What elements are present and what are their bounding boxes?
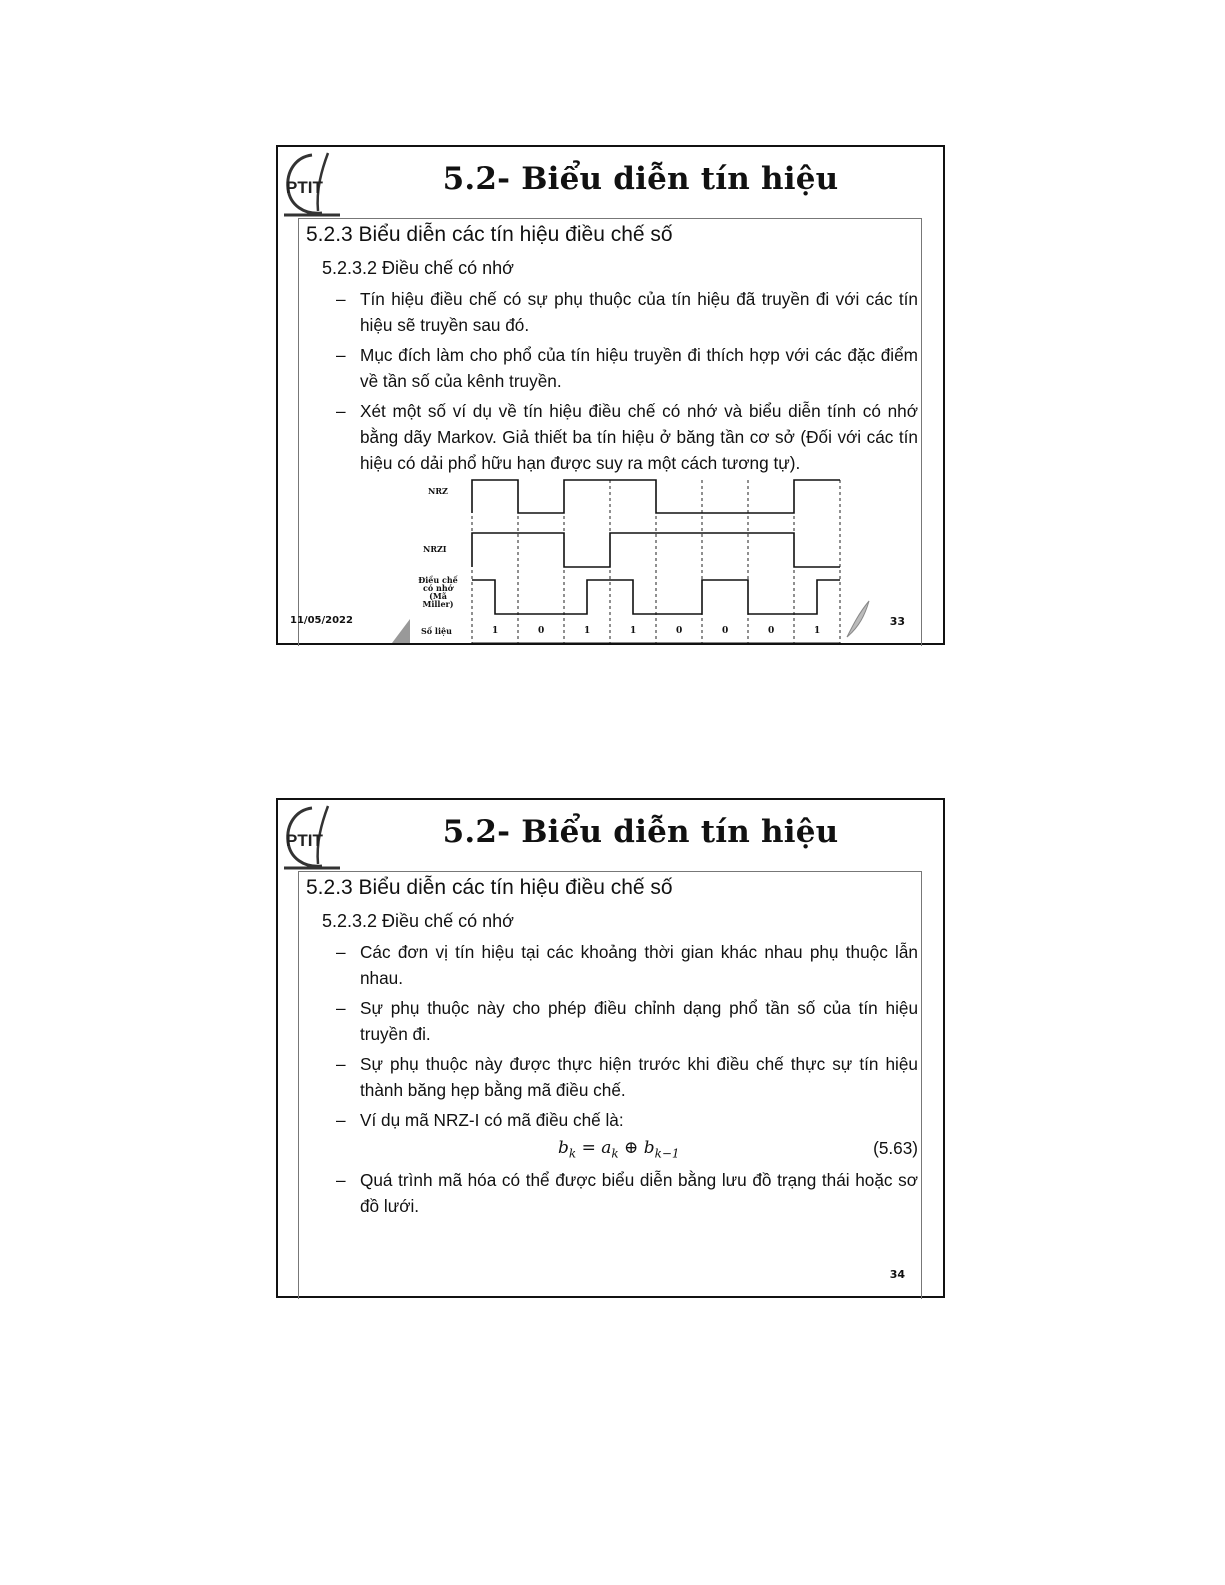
bit-label: 1 xyxy=(492,626,499,636)
section-heading: 5.2.3 Biểu diễn các tín hiệu điều chế số xyxy=(306,876,673,899)
slide-34 xyxy=(276,798,945,1298)
corner-decoration xyxy=(392,619,410,643)
subsection-heading: 5.2.3.2 Điều chế có nhớ xyxy=(322,911,514,931)
slide-title: 5.2- Biểu diễn tín hiệu xyxy=(442,161,839,197)
slide-33 xyxy=(276,145,945,645)
formula-5-63 xyxy=(334,1135,918,1163)
bullet-item: – Xét một số ví dụ về tín hiệu điều chế có nhớ và biểu diễn tính có nhớ bằng dãy Markov. Giả thiết ba tín hiệu ở băng tần cơ sở (Đối với các tín hiệu có dải phổ hữu hạn được suy ra một cách tương tự). xyxy=(336,401,918,473)
bit-label: 1 xyxy=(584,626,591,636)
bullet-list xyxy=(334,939,918,1223)
bullet-item: – Ví dụ mã NRZ-I có mã điều chế là: xyxy=(336,1110,624,1130)
bit-label: 1 xyxy=(814,626,821,636)
nrz-label: NRZ xyxy=(428,486,448,496)
subsection-heading: 5.2.3.2 Điều chế có nhớ xyxy=(322,258,514,278)
bullet-item: – Tín hiệu điều chế có sự phụ thuộc của tín hiệu đã truyền đi với các tín hiệu sẽ truyền sau đó. xyxy=(336,289,918,335)
slide-title: 5.2- Biểu diễn tín hiệu xyxy=(442,814,839,850)
slide-date: 11/05/2022 xyxy=(290,615,353,626)
bit-label: 0 xyxy=(768,626,775,636)
bit-label: 0 xyxy=(538,626,545,636)
bullet-item: – Sự phụ thuộc này được thực hiện trước khi điều chế thực sự tín hiệu thành băng hẹp bằng mã điều chế. xyxy=(336,1054,918,1100)
nrzi-label: NRZI xyxy=(423,544,447,554)
formula-expression: $b_k = a_k$ ⊕ $b_{k-1}$ xyxy=(558,1138,680,1161)
bullet-item: – Sự phụ thuộc này cho phép điều chỉnh dạng phổ tần số của tín hiệu truyền đi. xyxy=(336,998,918,1044)
bit-label: 0 xyxy=(722,626,729,636)
bullet-item: – Mục đích làm cho phổ của tín hiệu truyền đi thích hợp với các đặc điểm về tần số của kênh truyền. xyxy=(336,345,918,391)
bit-label: 1 xyxy=(630,626,637,636)
nrzi-signal xyxy=(472,533,840,567)
ptit-logo xyxy=(282,802,342,872)
feather-decoration xyxy=(845,599,871,639)
bullet-item: – Quá trình mã hóa có thể được biểu diễn bằng lưu đồ trạng thái hoặc sơ đồ lưới. xyxy=(336,1170,918,1216)
section-heading: 5.2.3 Biểu diễn các tín hiệu điều chế số xyxy=(306,223,673,246)
data-label: Số liệu xyxy=(421,626,452,636)
nrz-signal xyxy=(472,480,840,513)
svg-text:PTIT: PTIT xyxy=(286,178,323,197)
page-number: 34 xyxy=(889,1268,905,1281)
miller-label: Điều chế có nhớ (Mã Miller) xyxy=(418,575,458,609)
formula-number: (5.63) xyxy=(873,1138,918,1158)
miller-waveform-diagram xyxy=(278,147,947,647)
bit-label: 0 xyxy=(676,626,683,636)
svg-text:PTIT: PTIT xyxy=(286,831,323,850)
bullet-item: – Các đơn vị tín hiệu tại các khoảng thời gian khác nhau phụ thuộc lẫn nhau. xyxy=(336,942,918,988)
page-number: 33 xyxy=(889,615,905,628)
